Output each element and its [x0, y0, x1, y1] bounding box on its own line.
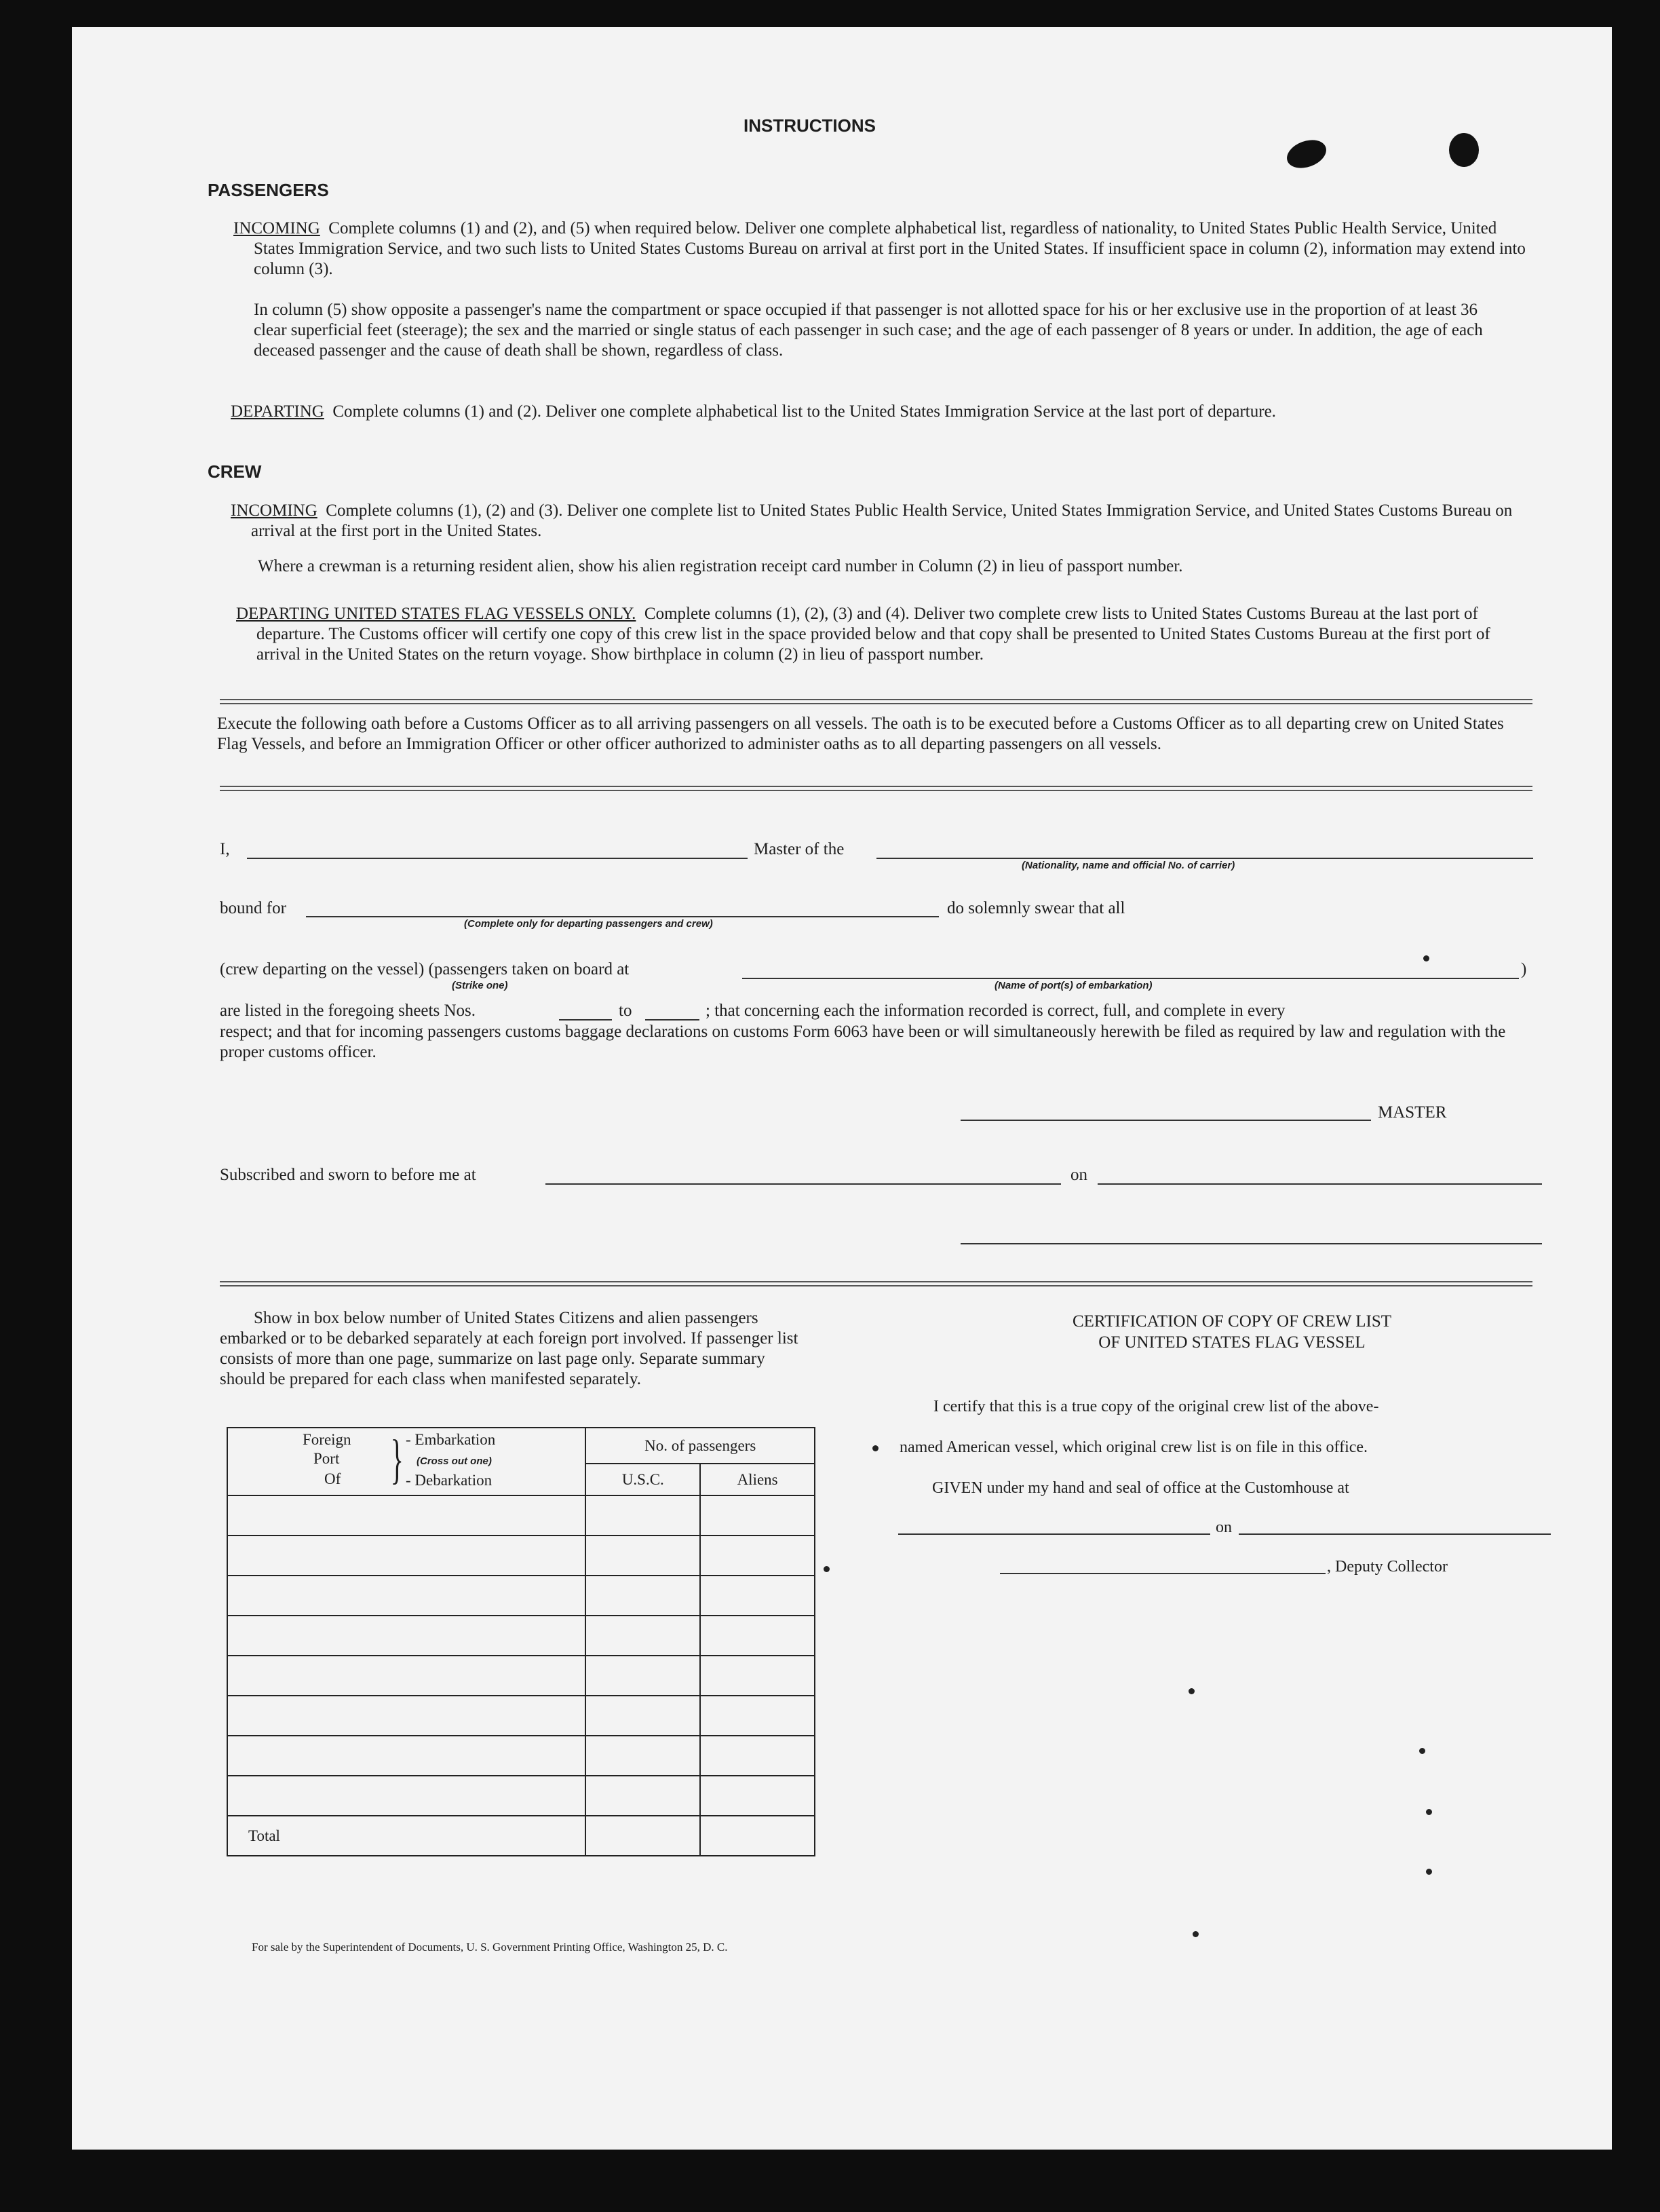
total-row — [227, 1816, 815, 1856]
master-name-field[interactable] — [247, 858, 748, 859]
table-row — [227, 1736, 815, 1776]
total-label: Total — [227, 1816, 585, 1856]
sworn-place-field[interactable] — [545, 1183, 1061, 1185]
crew-incoming-text: Complete columns (1), (2) and (3). Deliver one complete list to United States Public Health Service, United States Immigration Service, and United States Customs Bureau on arrival at the first port in the United States. — [251, 501, 1513, 540]
master-signature-field[interactable] — [961, 1120, 1371, 1121]
swear-label: do solemnly swear that all — [947, 899, 1125, 917]
bound-for-field[interactable] — [306, 916, 939, 917]
sheet-to-field[interactable] — [645, 1019, 699, 1021]
summary-instructions: Show in box below number of United States Citizens and alien passengers embarked or to be debarked separately at each foreign port involved. If passenger list consists of more than one page, summarize on last page only. Separate summary should be prepared for each class when manifested separately. — [220, 1309, 798, 1388]
departing-text: Complete columns (1) and (2). Deliver one complete alphabetical list to the United States Immigration Service at the last port of departure. — [332, 402, 1276, 421]
subscribed-label: Subscribed and sworn to before me at — [220, 1166, 476, 1184]
crew-departing-label: DEPARTING UNITED STATES FLAG VESSELS ONLY. — [236, 605, 636, 623]
stray-dot — [1189, 1688, 1195, 1694]
embarkation-label: - Embarkation — [406, 1431, 496, 1448]
ports-field[interactable] — [742, 978, 1519, 979]
crew-incoming-paragraph — [231, 501, 1530, 541]
divider — [220, 1281, 1532, 1286]
resident-alien-paragraph: Where a crewman is a returning resident alien, show his alien registration receipt card number in Column (2) in lieu of passport number. — [258, 557, 1183, 575]
of-label: Of — [324, 1470, 341, 1487]
table-row — [227, 1576, 815, 1616]
sworn-on-label: on — [1070, 1166, 1087, 1184]
stray-dot — [1426, 1869, 1432, 1875]
sworn-date-field[interactable] — [1098, 1183, 1542, 1185]
certification-given: GIVEN under my hand and seal of office at the Customhouse at — [932, 1479, 1349, 1497]
certification-heading — [927, 1311, 1537, 1353]
table-row — [227, 1536, 815, 1576]
stray-dot — [1419, 1748, 1425, 1754]
usc-header: U.S.C. — [585, 1464, 700, 1495]
page-title: INSTRUCTIONS — [744, 115, 876, 136]
certification-date-field[interactable] — [1239, 1533, 1551, 1535]
stray-dot — [1426, 1809, 1432, 1815]
oath-i-label: I, — [220, 840, 230, 858]
sheet-from-field[interactable] — [559, 1019, 612, 1021]
ink-blot — [1283, 135, 1330, 173]
listed-b-label: ; that concerning each the information recorded is correct, full, and complete in every — [706, 1002, 1286, 1020]
close-paren: ) — [1521, 960, 1527, 978]
certification-heading-line1: CERTIFICATION OF COPY OF CREW LIST — [1072, 1312, 1392, 1331]
officer-signature-field[interactable] — [961, 1243, 1542, 1244]
listed-rest-paragraph: respect; and that for incoming passengers customs baggage declarations on customs Form 6063 have been or will simultaneously herewith be filed as required by law and regulation with the proper customs officer. — [220, 1023, 1506, 1061]
footer-note: For sale by the Superintendent of Documents, U. S. Government Printing Office, Washington 25, D. C. — [252, 1941, 728, 1953]
cross-out-caption: (Cross out one) — [417, 1455, 492, 1467]
divider — [220, 786, 1532, 791]
certification-text1: I certify that this is a true copy of the original crew list of the above- — [933, 1398, 1379, 1415]
crew-departing-text: Complete columns (1), (2), (3) and (4). Deliver two complete crew lists to United States Customs Bureau at the last port of departure. The Customs officer will certify one copy of this crew list in the space provided below and that copy shall be presented to United States Customs Bureau at the first port of arrival in the United States on the return voyage. Show birthplace in column (2) in lieu of passport number. — [256, 605, 1490, 664]
table-row — [227, 1656, 815, 1696]
port-label: Port — [313, 1450, 340, 1467]
ink-blot — [1449, 133, 1479, 167]
stray-dot — [1423, 955, 1429, 961]
passengers-incoming-paragraph — [233, 218, 1532, 280]
stray-dot — [1193, 1931, 1199, 1937]
ports-caption: (Name of port(s) of embarkation) — [995, 980, 1153, 991]
carrier-caption: (Nationality, name and official No. of carrier) — [1022, 860, 1235, 871]
master-of-the-label: Master of the — [754, 840, 845, 858]
table-row — [227, 1776, 815, 1816]
listed-to-label: to — [619, 1002, 632, 1020]
aliens-header: Aliens — [700, 1464, 815, 1495]
incoming-label: INCOMING — [233, 219, 320, 237]
certification-on-label: on — [1216, 1519, 1232, 1536]
deputy-signature-field[interactable] — [1000, 1573, 1326, 1574]
form-page — [72, 27, 1612, 2150]
table-row — [227, 1696, 815, 1736]
passenger-summary-table — [227, 1427, 815, 1856]
crew-departing-paragraph — [236, 604, 1532, 665]
table-row — [227, 1616, 815, 1656]
stray-dot — [872, 1445, 879, 1451]
listed-label: are listed in the foregoing sheets Nos. — [220, 1002, 476, 1020]
column5-paragraph: In column (5) show opposite a passenger's name the compartment or space occupied if that passenger is not allotted space for his or her exclusive use in the proportion of at least 36 clear superficial feet (steerage); the sex and the married or single status of each passenger in such case; and the age of each passenger of 8 years or under. In addition, the age of each deceased passenger and the cause of death shall be shown, regardless of class. — [254, 301, 1483, 360]
deputy-collector-label: , Deputy Collector — [1327, 1558, 1448, 1576]
debarkation-label: - Debarkation — [406, 1472, 493, 1489]
passengers-departing-paragraph — [231, 402, 1533, 422]
certification-heading-line2: OF UNITED STATES FLAG VESSEL — [1098, 1333, 1366, 1352]
oath-instructions: Execute the following oath before a Customs Officer as to all arriving passengers on all vessels. The oath is to be executed before a Customs Officer as to all departing crew on United States Flag Vessels, and before an Immigration Officer or other officer authorized to administer oaths as to all departing passengers on all vessels. — [217, 714, 1504, 753]
table-row — [227, 1495, 815, 1536]
carrier-field[interactable] — [876, 858, 1533, 859]
crew-incoming-label: INCOMING — [231, 501, 317, 520]
divider — [220, 699, 1532, 704]
certification-text2: named American vessel, which original crew list is on file in this office. — [900, 1438, 1368, 1456]
brace: } — [390, 1430, 404, 1489]
master-label: MASTER — [1378, 1103, 1447, 1122]
crew-heading: CREW — [208, 461, 262, 482]
incoming-text: Complete columns (1) and (2), and (5) when required below. Deliver one complete alphabetical list, regardless of nationality, to United States Public Health Service, United States Immigration Service, and two such lists to United States Customs Bureau on arrival at first port in the United States. If insufficient space in column (2), information may extend into column (3). — [254, 219, 1526, 278]
crew-departing-label-oath: (crew departing on the vessel) (passengers taken on board at — [220, 960, 630, 978]
stray-dot — [824, 1566, 830, 1572]
passengers-heading: PASSENGERS — [208, 180, 329, 200]
bound-for-caption: (Complete only for departing passengers and crew) — [464, 918, 713, 930]
departing-label: DEPARTING — [231, 402, 324, 421]
no-passengers-header: No. of passengers — [585, 1428, 815, 1464]
strike-caption: (Strike one) — [452, 980, 508, 991]
foreign-label: Foreign — [303, 1431, 351, 1448]
customhouse-field[interactable] — [898, 1533, 1210, 1535]
bound-for-label: bound for — [220, 899, 286, 917]
